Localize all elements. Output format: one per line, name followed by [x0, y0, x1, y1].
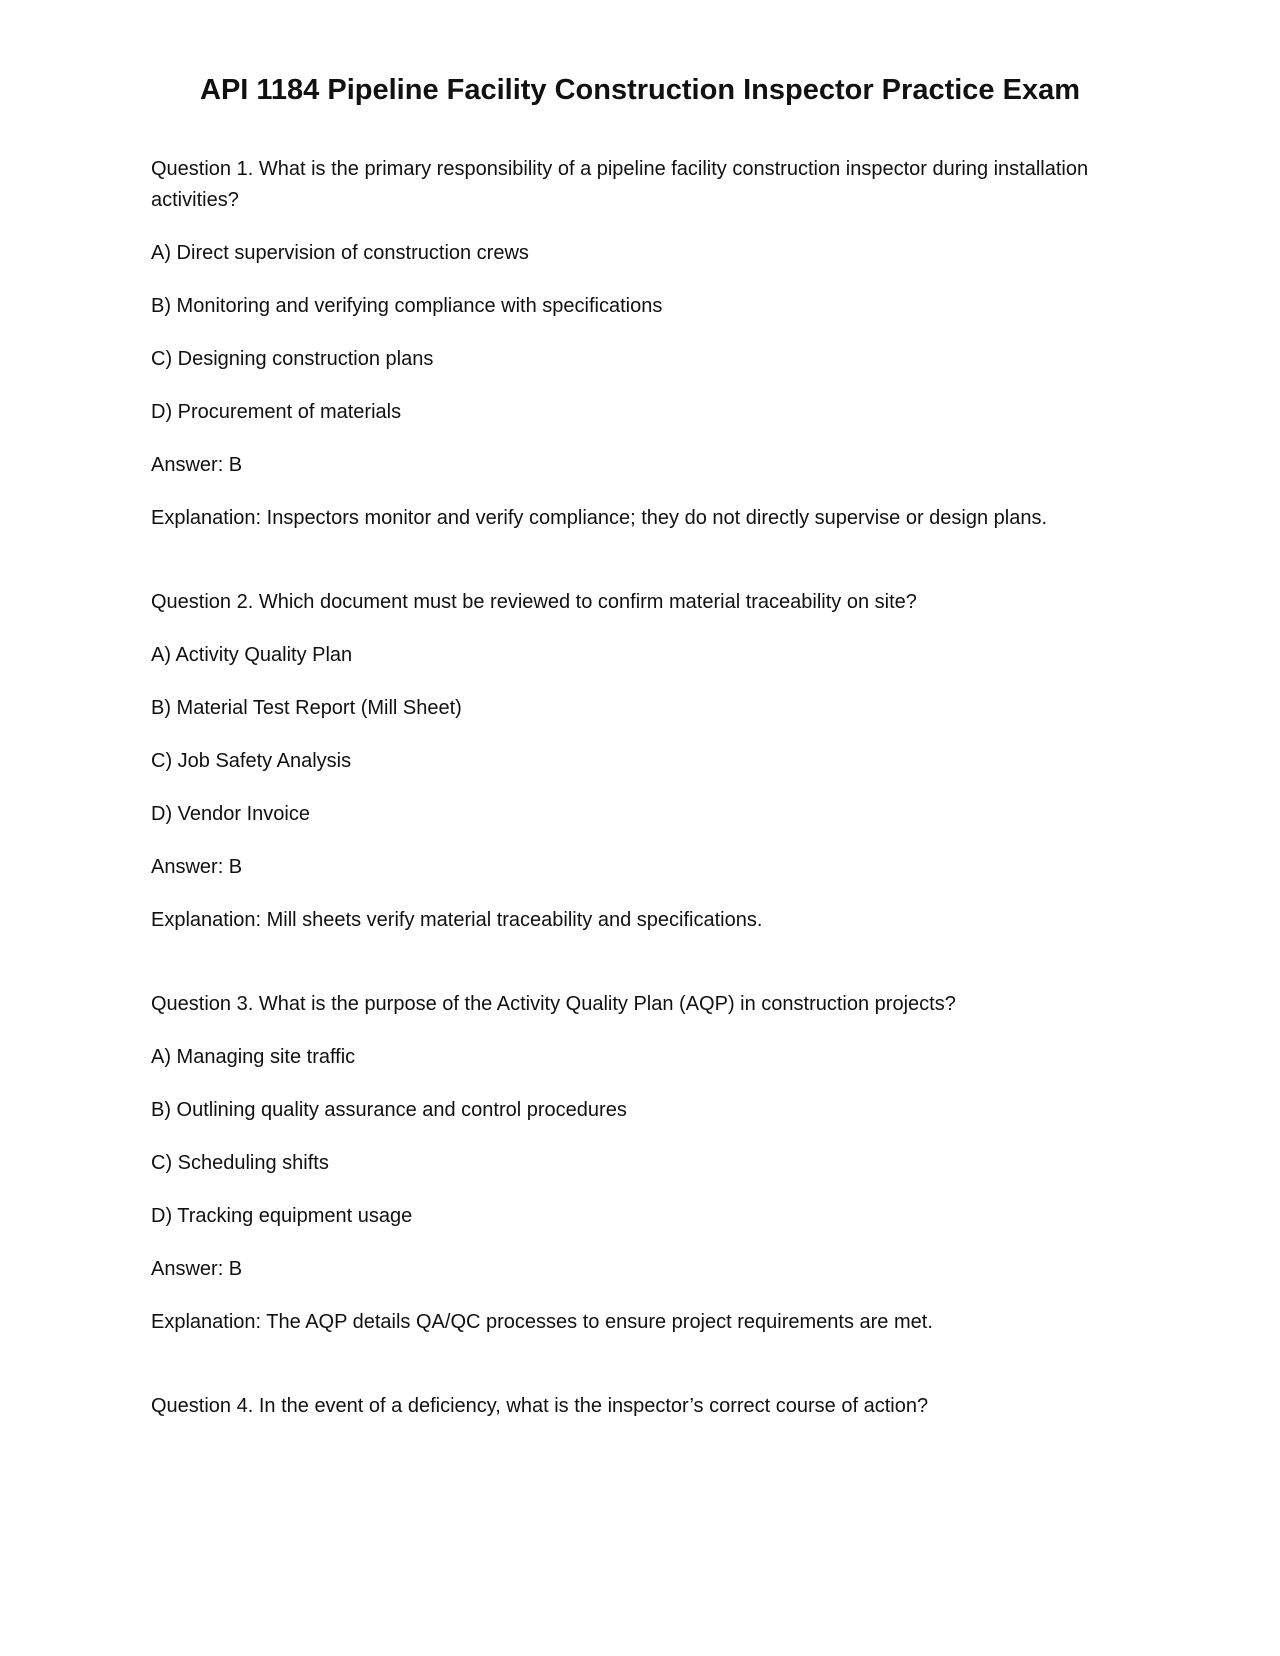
answer-option-b: B) Material Test Report (Mill Sheet): [151, 697, 462, 719]
answer-option-b: B) Outlining quality assurance and control procedures: [151, 1099, 627, 1121]
question-text: Question 2. Which document must be reviewed to confirm material traceability on site?: [151, 591, 917, 613]
answer-option-b: B) Monitoring and verifying compliance with specifications: [151, 295, 663, 317]
answer-key: Answer: B: [151, 454, 243, 476]
question-block-1: [151, 154, 1151, 534]
question-block-3: [151, 989, 1151, 1338]
question-text: Question 1. What is the primary responsibility of a pipeline facility construction inspector during installation activities?: [151, 158, 1089, 211]
question-block-4: [151, 1391, 1151, 1422]
explanation-text: Explanation: The AQP details QA/QC processes to ensure project requirements are met.: [151, 1311, 933, 1333]
answer-option-d: D) Tracking equipment usage: [151, 1205, 413, 1227]
answer-key: Answer: B: [151, 856, 243, 878]
answer-option-d: D) Procurement of materials: [151, 401, 402, 423]
question-text: Question 3. What is the purpose of the Activity Quality Plan (AQP) in construction projects?: [151, 993, 956, 1015]
question-block-2: [151, 587, 1151, 936]
question-list: [151, 154, 1151, 1475]
explanation-text: Explanation: Inspectors monitor and verify compliance; they do not directly supervise or design plans.: [151, 507, 1048, 529]
answer-key: Answer: B: [151, 1258, 243, 1280]
answer-option-a: A) Direct supervision of construction crews: [151, 242, 529, 264]
answer-option-c: C) Scheduling shifts: [151, 1152, 329, 1174]
explanation-text: Explanation: Mill sheets verify material traceability and specifications.: [151, 909, 763, 931]
page-title: API 1184 Pipeline Facility Construction Inspector Practice Exam: [200, 74, 1080, 106]
answer-option-c: C) Job Safety Analysis: [151, 750, 352, 772]
answer-option-a: A) Activity Quality Plan: [151, 644, 353, 666]
answer-option-c: C) Designing construction plans: [151, 348, 434, 370]
answer-option-a: A) Managing site traffic: [151, 1046, 356, 1068]
answer-option-d: D) Vendor Invoice: [151, 803, 310, 825]
question-text: Question 4. In the event of a deficiency, what is the inspector’s correct course of action?: [151, 1395, 929, 1417]
